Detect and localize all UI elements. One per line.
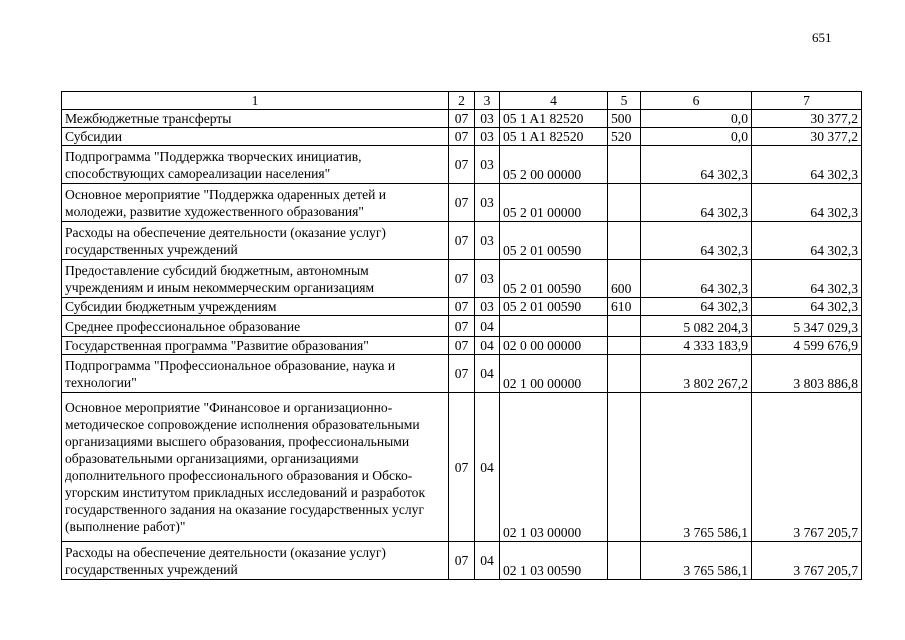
amount-col7-cell: 30 377,2 bbox=[752, 110, 862, 128]
table-row bbox=[62, 222, 862, 260]
target-article-cell: 05 2 01 00590 bbox=[500, 222, 608, 260]
expense-type-cell: 610 bbox=[608, 298, 641, 316]
row-name-cell: Предоставление субсидий бюджетным, автономным учреждениям и иным некоммерческим организациям bbox=[62, 260, 449, 298]
table-row bbox=[62, 260, 862, 298]
row-name-cell: Межбюджетные трансферты bbox=[62, 110, 449, 128]
target-article-cell: 02 0 00 00000 bbox=[500, 337, 608, 355]
table-row bbox=[62, 337, 862, 355]
row-name-cell: Среднее профессиональное образование bbox=[62, 316, 449, 337]
section-code-cell: 07 bbox=[449, 110, 475, 128]
amount-col7-cell: 64 302,3 bbox=[752, 184, 862, 222]
page-number: 651 bbox=[812, 30, 832, 45]
target-article-cell: 05 2 00 00000 bbox=[500, 146, 608, 184]
column-header: 4 bbox=[500, 92, 608, 110]
column-header: 1 bbox=[62, 92, 449, 110]
amount-col6-cell: 3 802 267,2 bbox=[641, 355, 752, 393]
column-header: 6 bbox=[641, 92, 752, 110]
target-article-cell: 05 2 01 00590 bbox=[500, 298, 608, 316]
table-row bbox=[62, 393, 862, 542]
amount-col6-cell: 0,0 bbox=[641, 128, 752, 146]
section-code-cell: 07 bbox=[449, 128, 475, 146]
budget-table bbox=[61, 91, 862, 580]
section-code-cell: 07 bbox=[449, 260, 475, 298]
section-code-cell: 07 bbox=[449, 355, 475, 393]
target-article-cell: 05 2 01 00590 bbox=[500, 260, 608, 298]
expense-type-cell bbox=[608, 542, 641, 580]
expense-type-cell: 500 bbox=[608, 110, 641, 128]
amount-col7-cell: 64 302,3 bbox=[752, 222, 862, 260]
table-row bbox=[62, 128, 862, 146]
table-row bbox=[62, 542, 862, 580]
amount-col6-cell: 64 302,3 bbox=[641, 146, 752, 184]
amount-col6-cell: 5 082 204,3 bbox=[641, 316, 752, 337]
amount-col7-cell: 3 767 205,7 bbox=[752, 542, 862, 580]
expense-type-cell bbox=[608, 355, 641, 393]
table-row bbox=[62, 316, 862, 337]
amount-col6-cell: 64 302,3 bbox=[641, 260, 752, 298]
row-name-cell: Расходы на обеспечение деятельности (оказание услуг) государственных учреждений bbox=[62, 222, 449, 260]
subsection-code-cell: 03 bbox=[475, 146, 500, 184]
amount-col7-cell: 64 302,3 bbox=[752, 260, 862, 298]
amount-col7-cell: 3 803 886,8 bbox=[752, 355, 862, 393]
subsection-code-cell: 04 bbox=[475, 542, 500, 580]
section-code-cell: 07 bbox=[449, 222, 475, 260]
row-name-cell: Основное мероприятие "Поддержка одаренных детей и молодежи, развитие художественного образования" bbox=[62, 184, 449, 222]
target-article-cell: 05 1 A1 82520 bbox=[500, 128, 608, 146]
subsection-code-cell: 03 bbox=[475, 222, 500, 260]
amount-col6-cell: 0,0 bbox=[641, 110, 752, 128]
amount-col7-cell: 4 599 676,9 bbox=[752, 337, 862, 355]
section-code-cell: 07 bbox=[449, 316, 475, 337]
target-article-cell: 02 1 00 00000 bbox=[500, 355, 608, 393]
subsection-code-cell: 03 bbox=[475, 184, 500, 222]
amount-col7-cell: 30 377,2 bbox=[752, 128, 862, 146]
row-name-cell: Подпрограмма "Поддержка творческих инициатив, способствующих самореализации населения" bbox=[62, 146, 449, 184]
row-name-cell: Субсидии bbox=[62, 128, 449, 146]
section-code-cell: 07 bbox=[449, 542, 475, 580]
section-code-cell: 07 bbox=[449, 393, 475, 542]
section-code-cell: 07 bbox=[449, 298, 475, 316]
subsection-code-cell: 04 bbox=[475, 393, 500, 542]
expense-type-cell bbox=[608, 146, 641, 184]
column-header: 7 bbox=[752, 92, 862, 110]
column-header: 5 bbox=[608, 92, 641, 110]
amount-col6-cell: 64 302,3 bbox=[641, 184, 752, 222]
subsection-code-cell: 03 bbox=[475, 128, 500, 146]
expense-type-cell: 520 bbox=[608, 128, 641, 146]
subsection-code-cell: 03 bbox=[475, 110, 500, 128]
table-row bbox=[62, 298, 862, 316]
row-name-cell: Государственная программа "Развитие образования" bbox=[62, 337, 449, 355]
section-code-cell: 07 bbox=[449, 146, 475, 184]
subsection-code-cell: 04 bbox=[475, 316, 500, 337]
subsection-code-cell: 03 bbox=[475, 298, 500, 316]
target-article-cell: 05 1 A1 82520 bbox=[500, 110, 608, 128]
row-name-cell: Субсидии бюджетным учреждениям bbox=[62, 298, 449, 316]
column-header: 3 bbox=[475, 92, 500, 110]
expense-type-cell bbox=[608, 316, 641, 337]
row-name-cell: Расходы на обеспечение деятельности (оказание услуг) государственных учреждений bbox=[62, 542, 449, 580]
table-header-row bbox=[62, 92, 862, 110]
table-row bbox=[62, 355, 862, 393]
expense-type-cell bbox=[608, 337, 641, 355]
subsection-code-cell: 04 bbox=[475, 355, 500, 393]
section-code-cell: 07 bbox=[449, 184, 475, 222]
amount-col7-cell: 5 347 029,3 bbox=[752, 316, 862, 337]
subsection-code-cell: 04 bbox=[475, 337, 500, 355]
amount-col7-cell: 64 302,3 bbox=[752, 298, 862, 316]
target-article-cell: 05 2 01 00000 bbox=[500, 184, 608, 222]
section-code-cell: 07 bbox=[449, 337, 475, 355]
expense-type-cell bbox=[608, 184, 641, 222]
amount-col6-cell: 3 765 586,1 bbox=[641, 393, 752, 542]
target-article-cell bbox=[500, 316, 608, 337]
table-row bbox=[62, 110, 862, 128]
amount-col6-cell: 64 302,3 bbox=[641, 222, 752, 260]
amount-col7-cell: 64 302,3 bbox=[752, 146, 862, 184]
target-article-cell: 02 1 03 00590 bbox=[500, 542, 608, 580]
target-article-cell: 02 1 03 00000 bbox=[500, 393, 608, 542]
table-row bbox=[62, 146, 862, 184]
amount-col6-cell: 3 765 586,1 bbox=[641, 542, 752, 580]
expense-type-cell bbox=[608, 222, 641, 260]
subsection-code-cell: 03 bbox=[475, 260, 500, 298]
expense-type-cell: 600 bbox=[608, 260, 641, 298]
amount-col7-cell: 3 767 205,7 bbox=[752, 393, 862, 542]
row-name-cell: Основное мероприятие "Финансовое и организационно-методическое сопровождение исполнения образовательными организациями высшего образования, профессиональными образовательными организациями, организациями дополнительного профессионального образования и Обско-угорским институтом прикладных исследований и разработок государственного задания на оказание государственных услуг (выполнение работ)" bbox=[62, 393, 449, 542]
table-body bbox=[62, 110, 862, 580]
table-row bbox=[62, 184, 862, 222]
amount-col6-cell: 4 333 183,9 bbox=[641, 337, 752, 355]
row-name-cell: Подпрограмма "Профессиональное образование, наука и технологии" bbox=[62, 355, 449, 393]
amount-col6-cell: 64 302,3 bbox=[641, 298, 752, 316]
expense-type-cell bbox=[608, 393, 641, 542]
column-header: 2 bbox=[449, 92, 475, 110]
